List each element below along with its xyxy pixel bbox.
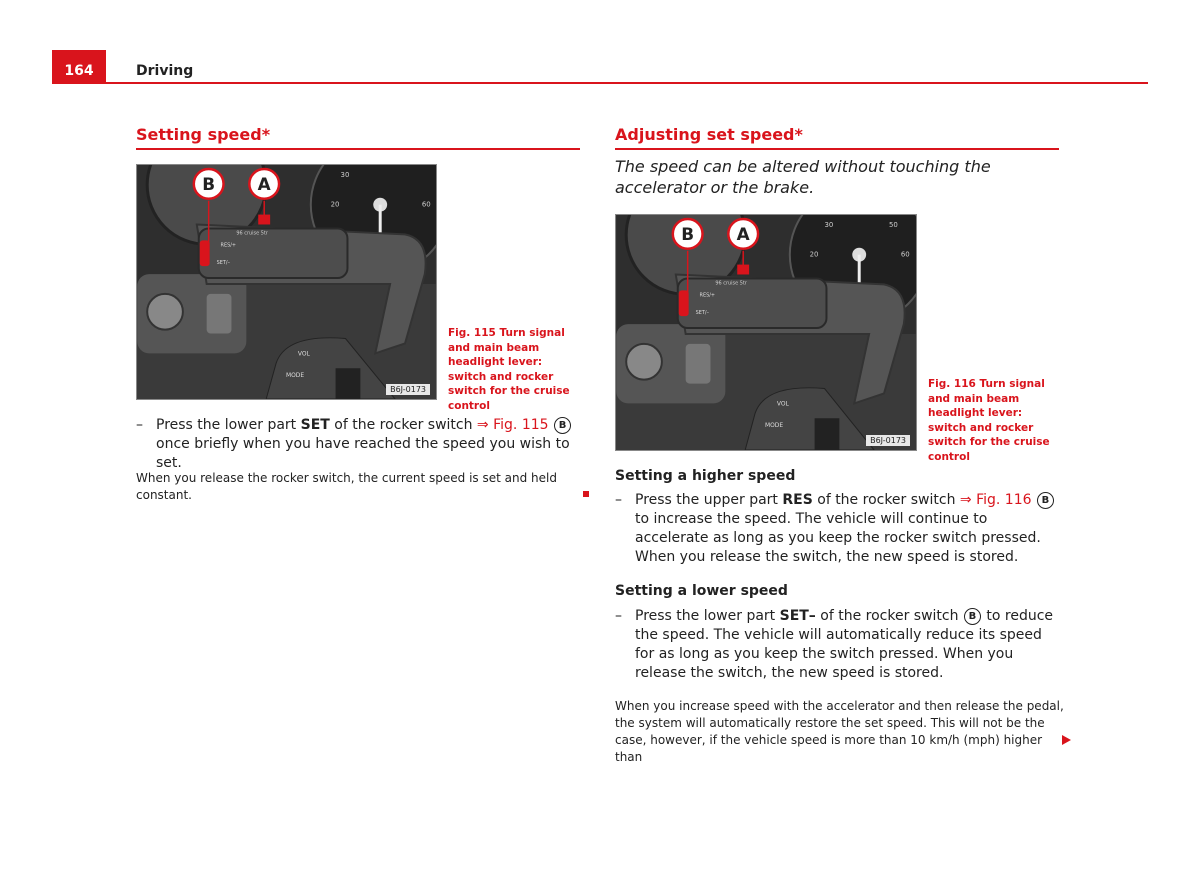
figure-code: B6J-0173 — [866, 435, 910, 446]
figure-reference-link[interactable]: ⇒ Fig. 116 — [959, 492, 1032, 508]
svg-text:RES/+: RES/+ — [220, 242, 237, 249]
svg-text:MODE: MODE — [765, 422, 784, 430]
subheading-higher-speed: Setting a higher speed — [615, 468, 796, 484]
section-end-marker — [583, 491, 589, 497]
figure-115 — [136, 164, 437, 400]
svg-text:SET/–: SET/– — [695, 310, 710, 317]
svg-text:60: 60 — [900, 250, 910, 259]
svg-text:B: B — [681, 223, 695, 244]
svg-text:20: 20 — [809, 250, 819, 259]
svg-text:B: B — [202, 173, 216, 194]
figure-116 — [615, 214, 917, 451]
section-title: Driving — [136, 63, 194, 79]
right-note: When you increase speed with the accelerator and then release the pedal, the system will automatically restore the set speed. This will not be the case, however, if the vehicle speed is more than 10 km/h (mph) higher than — [615, 699, 1064, 764]
svg-text:MODE: MODE — [286, 372, 305, 380]
svg-text:SET/–: SET/– — [216, 260, 231, 267]
lever-illustration — [616, 215, 916, 450]
page-number: 164 — [52, 50, 106, 84]
heading-setting-speed: Setting speed* — [136, 125, 580, 150]
callout-b-marker: B — [964, 608, 981, 625]
subheading-lower-speed: Setting a lower speed — [615, 583, 788, 599]
heading-adjusting-set-speed: Adjusting set speed* — [615, 125, 1059, 150]
figure-reference-link[interactable]: ⇒ Fig. 115 — [476, 417, 549, 433]
svg-text:96 cruise 5tr: 96 cruise 5tr — [715, 280, 747, 287]
svg-text:60: 60 — [421, 200, 431, 209]
continued-arrow-icon — [1062, 735, 1071, 745]
figure-code: B6J-0173 — [386, 384, 430, 395]
figure-115-caption: Fig. 115 Turn signal and main beam headlight lever: switch and rocker switch for the cruise control — [448, 327, 570, 412]
callout-b-marker: B — [1037, 492, 1054, 509]
svg-text:50: 50 — [888, 220, 898, 229]
svg-text:30: 30 — [340, 170, 350, 179]
svg-text:VOL: VOL — [297, 350, 310, 358]
left-note: When you release the rocker switch, the current speed is set and held constant. — [136, 471, 557, 502]
svg-text:20: 20 — [330, 200, 340, 209]
svg-text:VOL: VOL — [776, 400, 789, 408]
lever-illustration — [137, 165, 436, 399]
callout-b-marker: B — [554, 417, 571, 434]
intro-text: The speed can be altered without touching the accelerator or the brake. — [615, 157, 991, 197]
svg-text:96 cruise 5tr: 96 cruise 5tr — [236, 230, 268, 237]
figure-116-caption: Fig. 116 Turn signal and main beam headlight lever: switch and rocker switch for the cruise control — [928, 378, 1050, 463]
svg-text:A: A — [736, 223, 750, 244]
step-higher-speed: – Press the upper part RES of the rocker switch ⇒ Fig. 116 B to increase the speed. The vehicle will continue to accelerate as long as you keep the rocker switch pressed. When you release the switch, the new speed is stored. — [615, 491, 1063, 567]
header-rule — [106, 82, 1148, 84]
step-set-speed: – Press the lower part SET of the rocker switch ⇒ Fig. 115 B once briefly when you have reached the speed you wish to set. — [136, 417, 570, 471]
svg-text:A: A — [257, 173, 271, 194]
step-lower-speed: – Press the lower part SET– of the rocker switch B to reduce the speed. The vehicle will automatically reduce its speed for as long as you keep the switch pressed. When you release the switch, the new speed is stored. — [615, 608, 1054, 681]
svg-text:30: 30 — [824, 220, 834, 229]
svg-text:RES/+: RES/+ — [699, 292, 716, 299]
